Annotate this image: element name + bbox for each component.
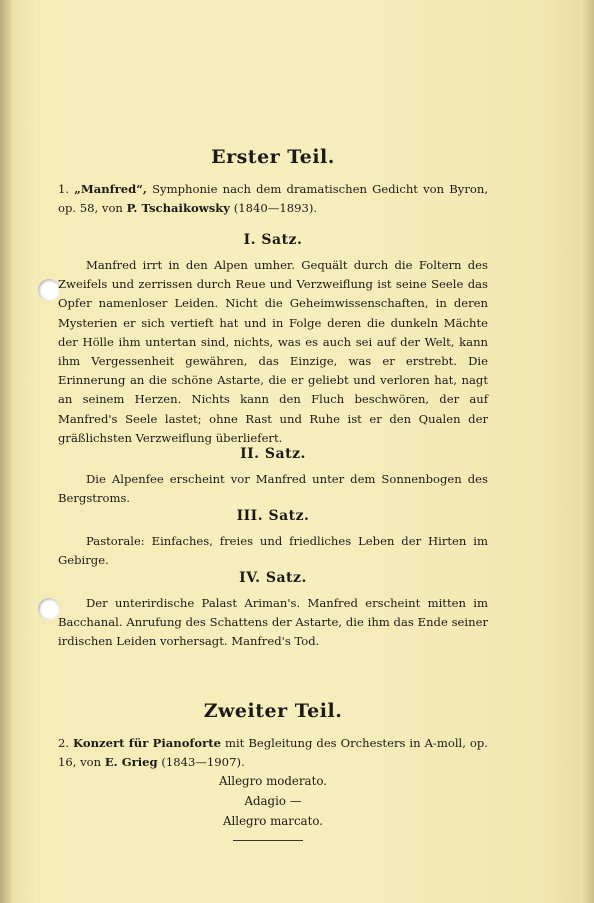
part1-title: Erster Teil. <box>211 146 335 168</box>
work2-dates: (1843—1907). <box>161 755 245 770</box>
punch-hole-upper <box>38 279 60 301</box>
movement1-text: Manfred irrt in den Alpen umher. Gequält durch die Foltern des Zweifels und zerrissen durch Reue und Verzweiflung ist seine Seele das Opfer namenloser Leiden. Nicht die Geheimwissenschaften, in deren Mysterien er sich vertieft hat und in Folge deren die dunkeln Mächte der Hölle ihm untertan sind, nichts, was es auch sei auf der Welt, kann ihm Vergessenheit gewähren, das Einzige, was er erstrebt. Die Erinnerung an die schöne Astarte, die er geliebt und verloren hat, nagt an seinem Herzen. Nichts kann den Fluch beschwören, der auf Manfred's Seele lastet; ohne Rast und Ruhe ist er den Qualen der gräßlichsten Verzweiflung überliefert. <box>58 258 488 445</box>
concerto-movement-3: Allegro marcato. <box>223 814 323 828</box>
part2-title: Zweiter Teil. <box>203 700 343 722</box>
movement2-text: Die Alpenfee erscheint vor Manfred unter dem Sonnenbogen des Bergstroms. <box>58 472 488 506</box>
punch-hole-lower <box>38 598 60 620</box>
concerto-movement-2: Adagio — <box>244 794 302 808</box>
work1-dates: (1840—1893). <box>233 201 318 216</box>
concerto-movement-1: Allegro moderato. <box>219 774 327 788</box>
page-left-edge <box>0 0 12 903</box>
movement1-heading: I. Satz. <box>243 232 303 248</box>
work1-title: „Manfred“, <box>74 182 147 196</box>
work2-title: Konzert für Pianoforte <box>73 736 221 750</box>
work1-number: 1. <box>58 182 70 196</box>
movement4-text: Der unterirdische Palast Ariman's. Manfred erscheint mitten im Bacchanal. Anrufung des Schattens der Astarte, die ihm das Ende seiner irdischen Leiden vorhersagt. Manfred's Tod. <box>58 596 488 649</box>
movement4-heading: IV. Satz. <box>239 570 307 586</box>
movement3-heading: III. Satz. <box>236 508 310 524</box>
work1-composer: P. Tschaikowsky <box>126 201 231 216</box>
work2-description: mit Begleitung des Orchesters in A-moll, op. 16, von <box>58 736 488 770</box>
work2-composer: E. Grieg <box>104 755 158 770</box>
work1-entry <box>58 180 488 218</box>
work2-number: 2. <box>58 736 70 750</box>
closing-rule <box>233 840 303 841</box>
page-right-edge <box>580 0 594 903</box>
work2-entry <box>58 734 488 772</box>
work1-description: Symphonie nach dem dramatischen Gedicht von Byron, op. 58, von <box>58 182 489 216</box>
movement2-heading: II. Satz. <box>240 446 306 462</box>
movement3-text: Pastorale: Einfaches, freies und friedliches Leben der Hirten im Gebirge. <box>58 534 488 568</box>
